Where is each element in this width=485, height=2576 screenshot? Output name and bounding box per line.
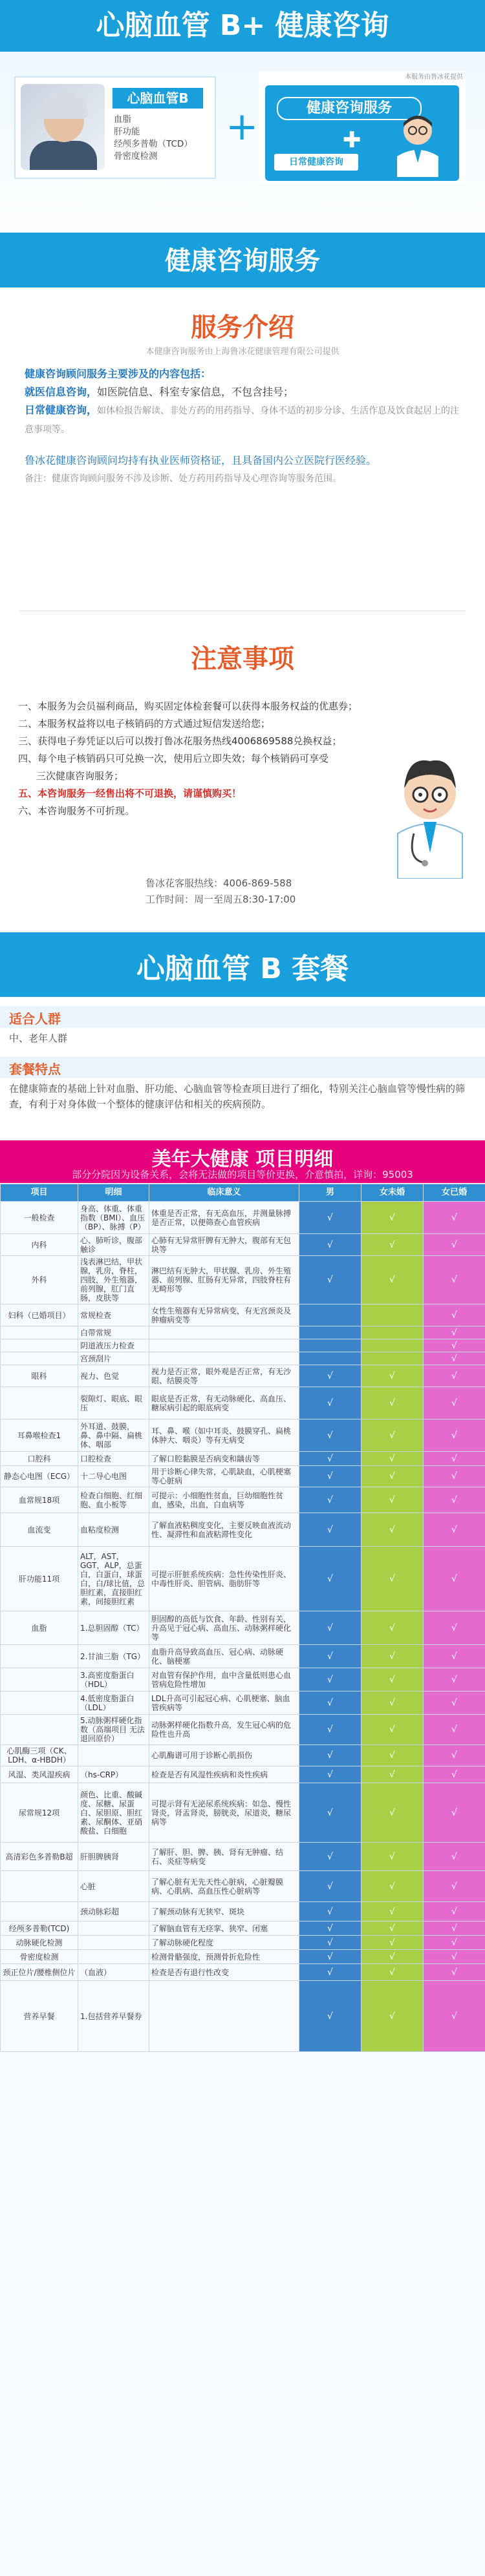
table-cell-detail: 外耳道、鼓膜，鼻、鼻中隔、扁桃体、咽部 — [78, 1419, 149, 1452]
table-cell-detail: 血粘度检测 — [78, 1513, 149, 1547]
doctor-icon — [385, 111, 450, 177]
table-cell-item: 一般检查 — [1, 1202, 78, 1234]
table-cell-item: 心肌酶三项（CK、LDH、α-HBDH） — [1, 1745, 78, 1766]
table-cell-detail: 常规检查 — [78, 1304, 149, 1326]
table-cell-detail: 4.低密度脂蛋白（LDL） — [78, 1691, 149, 1715]
intro-lead: 健康咨询顾问服务主要涉及的内容包括： — [25, 368, 211, 380]
check-cell-single: √ — [361, 1766, 424, 1783]
notice-item: 一、本服务为会员福利商品，购买固定体检套餐可以获得本服务权益的优惠券； — [18, 700, 358, 712]
table-cell-meaning: 用于诊断心律失常，心肌缺血，心肌梗塞等心脏病 — [149, 1466, 299, 1487]
check-cell-married: √ — [424, 1668, 485, 1691]
table-cell-meaning — [149, 1352, 299, 1365]
check-cell-single — [361, 1326, 424, 1339]
check-cell-male: √ — [299, 1202, 361, 1234]
intro-p3: 鲁冰花健康咨询顾问均持有执业医师资格证，且具备国内公立医院行医经验。 — [25, 454, 377, 466]
check-cell-married: √ — [424, 1365, 485, 1387]
product-item: 经颅多普勒（TCD） — [114, 139, 193, 149]
table-row — [1, 1981, 485, 2052]
table-cell-detail: 1.总胆固醇（TC） — [78, 1611, 149, 1645]
check-cell-single: √ — [361, 1745, 424, 1766]
table-cell-detail: 检查白细胞、红细胞、血小板等 — [78, 1487, 149, 1513]
table-row — [1, 1691, 485, 1715]
table-row — [1, 1645, 485, 1668]
table-cell-detail — [78, 1745, 149, 1766]
check-cell-single: √ — [361, 1452, 424, 1466]
check-cell-married: √ — [424, 1487, 485, 1513]
table-cell-item — [1, 1645, 78, 1668]
check-cell-married: √ — [424, 1950, 485, 1964]
check-cell-married: √ — [424, 1981, 485, 2052]
intro-p1-text: 如医院信息、科室专家信息，不包含挂号； — [97, 386, 294, 398]
check-cell-male: √ — [299, 1513, 361, 1547]
table-cell-item: 颈正位片/腰椎侧位片 — [1, 1964, 78, 1981]
check-cell-male: √ — [299, 1745, 361, 1766]
table-cell-meaning: 了解动脉硬化程度 — [149, 1936, 299, 1950]
table-cell-item: 动脉硬化检测 — [1, 1936, 78, 1950]
hero — [0, 0, 485, 252]
table-cell-detail: 十二导心电图 — [78, 1466, 149, 1487]
package-banner — [0, 932, 485, 997]
check-cell-single: √ — [361, 1843, 424, 1871]
table-cell-detail: 宫颈刮片 — [78, 1352, 149, 1365]
table-row — [1, 1936, 485, 1950]
table-cell-item — [1, 1339, 78, 1352]
notice-title: 注意事项 — [191, 644, 294, 674]
audience-text: 中、老年人群 — [9, 1032, 68, 1044]
table-cell-detail: 白带常规 — [78, 1326, 149, 1339]
check-cell-married: √ — [424, 1645, 485, 1668]
check-cell-single: √ — [361, 1668, 424, 1691]
table-cell-item: 营养早餐 — [1, 1981, 78, 2052]
check-cell-single: √ — [361, 1234, 424, 1256]
check-cell-married: √ — [424, 1766, 485, 1783]
table-cell-item — [1, 1691, 78, 1715]
service-card — [259, 71, 466, 184]
intro-p2 — [25, 401, 464, 439]
table-cell-detail: 颈动脉彩超 — [78, 1902, 149, 1922]
col-header-item: 项目 — [1, 1184, 78, 1202]
table-cell-meaning: 血脂升高导致高血压、冠心病、动脉硬化、脑梗塞 — [149, 1645, 299, 1668]
check-cell-male: √ — [299, 1466, 361, 1487]
table-cell-meaning: 对血管有保护作用，血中含量低则患心血管病危险性增加 — [149, 1668, 299, 1691]
notice-section — [0, 620, 485, 930]
table-cell-meaning: 眼底是否正常，有无动脉硬化、高血压、糖尿病引起的眼底病变 — [149, 1387, 299, 1419]
intro-title: 服务介绍 — [191, 313, 294, 342]
check-cell-married: √ — [424, 1745, 485, 1766]
check-cell-male: √ — [299, 1256, 361, 1304]
check-cell-married: √ — [424, 1513, 485, 1547]
table-cell-detail: 1.包括营养早餐券 — [78, 1981, 149, 2052]
check-cell-single: √ — [361, 1936, 424, 1950]
intro-p1 — [25, 383, 464, 401]
check-cell-married: √ — [424, 1339, 485, 1352]
check-cell-single: √ — [361, 1964, 424, 1981]
check-cell-male: √ — [299, 1645, 361, 1668]
product-item: 骨密度检测 — [114, 151, 158, 162]
check-cell-single: √ — [361, 1365, 424, 1387]
table-cell-item: 血脂 — [1, 1611, 78, 1645]
table-cell-meaning: 视力是否正常，眼外观是否正常，有无沙眼、结膜炎等 — [149, 1365, 299, 1387]
check-cell-single — [361, 1352, 424, 1365]
table-cell-meaning: 检查是否有风湿性疾病和炎性疾病 — [149, 1766, 299, 1783]
audience-header — [0, 1006, 485, 1028]
section-banner-title: 健康咨询服务 — [165, 246, 320, 276]
col-header-married: 女已婚 — [424, 1184, 485, 1202]
table-cell-meaning: 了解口腔黏膜是否病变和龋齿等 — [149, 1452, 299, 1466]
table-cell-item — [1, 1871, 78, 1902]
section-banner — [0, 233, 485, 288]
check-cell-married: √ — [424, 1691, 485, 1715]
table-cell-meaning: 动脉粥样硬化指数升高，发生冠心病的危险性也升高 — [149, 1715, 299, 1745]
check-cell-single: √ — [361, 1871, 424, 1902]
detail-table — [0, 1184, 485, 2052]
table-row — [1, 1950, 485, 1964]
table-row — [1, 1487, 485, 1513]
check-cell-male: √ — [299, 1387, 361, 1419]
col-header-detail: 明细 — [78, 1184, 149, 1202]
check-cell-single: √ — [361, 1691, 424, 1715]
table-row — [1, 1843, 485, 1871]
working-hours: 工作时间：周一至周五8:30-17:00 — [146, 894, 296, 905]
table-row — [1, 1745, 485, 1766]
notice-item: 三、获得电子券凭证以后可以拨打鲁冰花服务热线4006869588兑换权益； — [18, 735, 342, 747]
table-cell-detail: 浅表淋巴结，甲状腺，乳房，脊柱，四肢，外生殖器，前列腺，肛门直肠，皮肤等 — [78, 1256, 149, 1304]
check-cell-single: √ — [361, 1466, 424, 1487]
features-text: 在健康筛查的基础上针对血脂、肝功能、心脑血管等检查项目进行了细化，特别关注心脑血管等慢性病的筛查，有利于对身体做一个整体的健康评估和相关的疾病预防。 — [9, 1083, 466, 1110]
table-cell-meaning — [149, 1339, 299, 1352]
table-row — [1, 1304, 485, 1326]
check-cell-married: √ — [424, 1547, 485, 1611]
table-cell-item: 血流变 — [1, 1513, 78, 1547]
notice-item: 四、每个电子核销码只可兑换一次，使用后立即失效；每个核销码可享受 — [18, 753, 329, 764]
table-cell-detail: 身高、体重、体重指数（BMI）、血压（BP）、脉搏（P） — [78, 1202, 149, 1234]
check-cell-male: √ — [299, 1766, 361, 1783]
check-cell-male: √ — [299, 1981, 361, 2052]
check-cell-male: √ — [299, 1936, 361, 1950]
intro-p2-text: 如体检报告解读、非处方药的用药指导、身体不适的初步分诊、生活作息及饮食起居上的注意事项等。 — [25, 406, 460, 435]
table-cell-meaning: 可提示：小细胞性贫血，巨幼细胞性贫血，感染，出血，白血病等 — [149, 1487, 299, 1513]
check-cell-married: √ — [424, 1352, 485, 1365]
contact-info — [146, 875, 296, 908]
table-cell-meaning: 胆固醇的高低与饮食、年龄、性别有关，升高见于冠心病、高血压、动脉粥样硬化等 — [149, 1611, 299, 1645]
check-cell-male: √ — [299, 1922, 361, 1936]
check-cell-married: √ — [424, 1871, 485, 1902]
table-cell-item: 眼科 — [1, 1365, 78, 1387]
doctor-illustration-icon — [388, 749, 472, 879]
table-cell-detail: 心、肺听诊，腹部触诊 — [78, 1234, 149, 1256]
check-cell-male: √ — [299, 1964, 361, 1981]
table-cell-detail: 口腔检查 — [78, 1452, 149, 1466]
check-cell-single: √ — [361, 1611, 424, 1645]
table-header-row — [1, 1184, 485, 1202]
table-header — [0, 1140, 485, 1183]
notice-item: 三次健康咨询服务； — [36, 770, 124, 782]
table-cell-item: 血常规18项 — [1, 1487, 78, 1513]
table-row — [1, 1452, 485, 1466]
table-cell-detail — [78, 1922, 149, 1936]
check-cell-single: √ — [361, 1202, 424, 1234]
table-row — [1, 1871, 485, 1902]
table-cell-meaning: 体重是否正常，有无高血压，并测量脉搏是否正常，以便筛查心血管疾病 — [149, 1202, 299, 1234]
col-header-single: 女未婚 — [361, 1184, 424, 1202]
table-cell-meaning — [149, 1981, 299, 2052]
table-cell-detail: （血液） — [78, 1964, 149, 1981]
check-cell-male: √ — [299, 1691, 361, 1715]
check-cell-male: √ — [299, 1487, 361, 1513]
intro-p2-label: 日常健康咨询， — [25, 404, 98, 416]
check-cell-male — [299, 1304, 361, 1326]
check-cell-single: √ — [361, 1419, 424, 1452]
intro-p4: 备注：健康咨询顾问服务不涉及诊断、处方药用药指导及心理咨询等服务范围。 — [25, 474, 341, 484]
table-row — [1, 1513, 485, 1547]
table-row — [1, 1611, 485, 1645]
intro-subtitle: 本健康咨询服务由上海鲁冰花健康管理有限公司提供 — [146, 347, 339, 357]
table-row — [1, 1668, 485, 1691]
table-cell-item — [1, 1668, 78, 1691]
table-cell-meaning: LDL升高可引起冠心病、心肌梗塞、脑血管疾病等 — [149, 1691, 299, 1715]
check-cell-male: √ — [299, 1902, 361, 1922]
check-cell-married: √ — [424, 1611, 485, 1645]
table-row — [1, 1352, 485, 1365]
check-cell-single: √ — [361, 1645, 424, 1668]
table-cell-item — [1, 1902, 78, 1922]
table-row — [1, 1387, 485, 1419]
table-cell-detail: 3.高密度脂蛋白（HDL） — [78, 1668, 149, 1691]
check-cell-married: √ — [424, 1256, 485, 1304]
notice-item: 六、本咨询服务不可折现。 — [18, 805, 135, 817]
table-cell-item: 经颅多普勒(TCD) — [1, 1922, 78, 1936]
check-cell-single: √ — [361, 1256, 424, 1304]
table-cell-meaning: 检查是否有退行性改变 — [149, 1964, 299, 1981]
table-cell-item: 口腔科 — [1, 1452, 78, 1466]
table-subtitle: 部分分院因为设备关系，会将无法做的项目等价更换，介意慎拍，详询：95003 — [72, 1169, 413, 1180]
product-item: 肝功能 — [114, 127, 140, 137]
table-cell-item: 风湿、类风湿疾病 — [1, 1766, 78, 1783]
check-cell-single: √ — [361, 1547, 424, 1611]
table-cell-detail: 裂隙灯、眼底、眼压 — [78, 1387, 149, 1419]
table-cell-item: 耳鼻喉检查1 — [1, 1419, 78, 1452]
table-body — [1, 1202, 485, 2052]
notice-list — [18, 698, 380, 820]
check-cell-married: √ — [424, 1387, 485, 1419]
check-cell-single: √ — [361, 1922, 424, 1936]
table-cell-item: 外科 — [1, 1256, 78, 1304]
check-cell-male: √ — [299, 1871, 361, 1902]
check-cell-male: √ — [299, 1783, 361, 1843]
service-box — [265, 85, 459, 181]
table-cell-meaning: 了解脑血管有无痉挛、狭窄、闭塞 — [149, 1922, 299, 1936]
table-row — [1, 1964, 485, 1981]
intro-p1-label: 就医信息咨询， — [25, 386, 98, 398]
check-cell-single: √ — [361, 1387, 424, 1419]
check-cell-single — [361, 1339, 424, 1352]
hero-title: 心脑血管 B+ 健康咨询 — [0, 0, 485, 52]
notice-item-warning: 五、本咨询服务一经售出将不可退换，请谨慎购买！ — [18, 788, 242, 799]
table-title: 美年大健康 项目明细 — [151, 1148, 334, 1171]
table-cell-detail — [78, 1936, 149, 1950]
table-cell-meaning: 可提示肾有无泌尿系统疾病：如急、慢性肾炎，肾盂肾炎，膀胱炎，尿道炎，糖尿病等 — [149, 1783, 299, 1843]
product-item: 血脂 — [114, 114, 131, 125]
table-cell-meaning: 了解血液粘稠度变化，主要反映血液流动性、凝滞性和血液粘滞性变化 — [149, 1513, 299, 1547]
check-cell-male: √ — [299, 1715, 361, 1745]
table-cell-meaning: 检测骨骼强度，预测骨折危险性 — [149, 1950, 299, 1964]
service-title: 健康咨询服务 — [277, 97, 422, 120]
table-row — [1, 1234, 485, 1256]
plus-icon: + — [226, 104, 259, 149]
table-cell-meaning: 了解心脏有无先天性心脏病，心脏瓣膜病、心肌病、高血压性心脏病等 — [149, 1871, 299, 1902]
table-cell-item: 内科 — [1, 1234, 78, 1256]
table-cell-detail: 视力、色觉 — [78, 1365, 149, 1387]
table-cell-meaning: 了解颈动脉有无狭窄、斑块 — [149, 1902, 299, 1922]
check-cell-male: √ — [299, 1365, 361, 1387]
table-cell-detail: 颜色、比重、酸碱度、尿糖、尿蛋白、尿胆原、胆红素、尿酮体、亚硝酸盐、白细胞 — [78, 1783, 149, 1843]
table-cell-item: 肝功能11项 — [1, 1547, 78, 1611]
check-cell-married: √ — [424, 1783, 485, 1843]
check-cell-single: √ — [361, 1513, 424, 1547]
check-cell-male — [299, 1326, 361, 1339]
package-banner-title: 心脑血管 B 套餐 — [136, 952, 349, 985]
check-cell-male: √ — [299, 1419, 361, 1452]
table-cell-detail: 心脏 — [78, 1871, 149, 1902]
photo-hair — [40, 93, 88, 119]
table-cell-item — [1, 1352, 78, 1365]
medical-cross-icon: ✚ — [343, 127, 361, 153]
check-cell-married: √ — [424, 1936, 485, 1950]
table-cell-meaning: 心肺有无异常肝脾有无肿大，腹部有无包块等 — [149, 1234, 299, 1256]
table-cell-meaning — [149, 1326, 299, 1339]
table-row — [1, 1766, 485, 1783]
check-cell-married: √ — [424, 1419, 485, 1452]
check-cell-married: √ — [424, 1304, 485, 1326]
product-photo — [21, 84, 105, 170]
hotline: 鲁冰花客服热线：4006-869-588 — [146, 877, 292, 889]
notice-item: 二、本服务权益将以电子核销码的方式通过短信发送给您； — [18, 718, 271, 729]
table-cell-detail — [78, 1950, 149, 1964]
check-cell-male: √ — [299, 1452, 361, 1466]
check-cell-male — [299, 1352, 361, 1365]
check-cell-single — [361, 1304, 424, 1326]
check-cell-married: √ — [424, 1202, 485, 1234]
check-cell-male: √ — [299, 1843, 361, 1871]
check-cell-male: √ — [299, 1611, 361, 1645]
table-cell-item — [1, 1387, 78, 1419]
check-cell-married: √ — [424, 1326, 485, 1339]
package-info — [0, 997, 485, 1140]
table-cell-meaning: 耳、鼻、喉（如中耳炎、鼓膜穿孔、扁桃体肿大、咽炎）等有无病变 — [149, 1419, 299, 1452]
table-row — [1, 1365, 485, 1387]
check-cell-married: √ — [424, 1715, 485, 1745]
table-cell-item — [1, 1715, 78, 1745]
check-cell-married: √ — [424, 1452, 485, 1466]
table-cell-meaning: 可提示肝脏系统疾病：急性传染性肝炎、中毒性肝炎、胆管病、脂肪肝等 — [149, 1547, 299, 1611]
table-cell-detail: 肝胆脾胰肾 — [78, 1843, 149, 1871]
features-title: 套餐特点 — [9, 1062, 61, 1077]
check-cell-married: √ — [424, 1922, 485, 1936]
check-cell-single: √ — [361, 1981, 424, 2052]
table-cell-meaning: 淋巴结有无肿大，甲状腺、乳房、外生殖器、前列腺、肛肠有无异常，四肢脊柱有无畸形等 — [149, 1256, 299, 1304]
check-cell-single: √ — [361, 1783, 424, 1843]
check-cell-male: √ — [299, 1668, 361, 1691]
table-cell-detail: （hs-CRP） — [78, 1766, 149, 1783]
check-cell-male — [299, 1339, 361, 1352]
table-cell-meaning: 女性生殖器有无异常病变，有无宫颈炎及肿瘤病变等 — [149, 1304, 299, 1326]
table-cell-item: 骨密度检测 — [1, 1950, 78, 1964]
table-cell-detail: 2.甘油三脂（TG） — [78, 1645, 149, 1668]
audience-title: 适合人群 — [9, 1011, 61, 1027]
product-items — [114, 114, 193, 163]
check-cell-married: √ — [424, 1466, 485, 1487]
table-row — [1, 1419, 485, 1452]
check-cell-married: √ — [424, 1234, 485, 1256]
check-cell-male: √ — [299, 1950, 361, 1964]
table-cell-item: 妇科（已婚项目） — [1, 1304, 78, 1326]
service-note: 本服务由鲁冰花提供 — [405, 74, 463, 81]
check-cell-male: √ — [299, 1234, 361, 1256]
table-row — [1, 1202, 485, 1234]
product-tag: 心脑血管B — [113, 88, 203, 109]
check-cell-single: √ — [361, 1487, 424, 1513]
check-cell-married: √ — [424, 1902, 485, 1922]
col-header-male: 男 — [299, 1184, 361, 1202]
col-header-meaning: 临床意义 — [149, 1184, 299, 1202]
product-card — [14, 76, 216, 179]
table-cell-item — [1, 1326, 78, 1339]
table-cell-meaning: 了解肝、胆、脾、胰、肾有无肿瘤、结石、炎症等病变 — [149, 1843, 299, 1871]
check-cell-married: √ — [424, 1964, 485, 1981]
table-cell-detail: 阴道液压力检查 — [78, 1339, 149, 1352]
table-row — [1, 1256, 485, 1304]
check-cell-single: √ — [361, 1715, 424, 1745]
check-cell-married: √ — [424, 1843, 485, 1871]
table-cell-meaning: 心肌酶谱可用于诊断心肌损伤 — [149, 1745, 299, 1766]
intro-body — [25, 365, 464, 488]
service-intro — [0, 288, 485, 620]
table-cell-item: 静态心电图（ECG） — [1, 1466, 78, 1487]
table-cell-item: 高清彩色多普勒B超 — [1, 1843, 78, 1871]
photo-body — [30, 141, 97, 170]
table-row — [1, 1547, 485, 1611]
table-row — [1, 1466, 485, 1487]
table-cell-detail: 5.动脉粥样硬化指数（高端项目 无法退回原价） — [78, 1715, 149, 1745]
table-cell-item: 尿常规12项 — [1, 1783, 78, 1843]
table-row — [1, 1902, 485, 1922]
check-cell-single: √ — [361, 1902, 424, 1922]
table-row — [1, 1326, 485, 1339]
check-cell-single: √ — [361, 1950, 424, 1964]
check-cell-male: √ — [299, 1547, 361, 1611]
table-row — [1, 1783, 485, 1843]
table-row — [1, 1339, 485, 1352]
service-tag: 日常健康咨询 — [274, 154, 358, 171]
table-row — [1, 1715, 485, 1745]
features-header — [0, 1056, 485, 1078]
table-cell-detail: ALT，AST，GGT，ALP，总蛋白，白蛋白，球蛋白，白/球比值，总胆红素，直接胆红素，间接胆红素 — [78, 1547, 149, 1611]
table-row — [1, 1922, 485, 1936]
